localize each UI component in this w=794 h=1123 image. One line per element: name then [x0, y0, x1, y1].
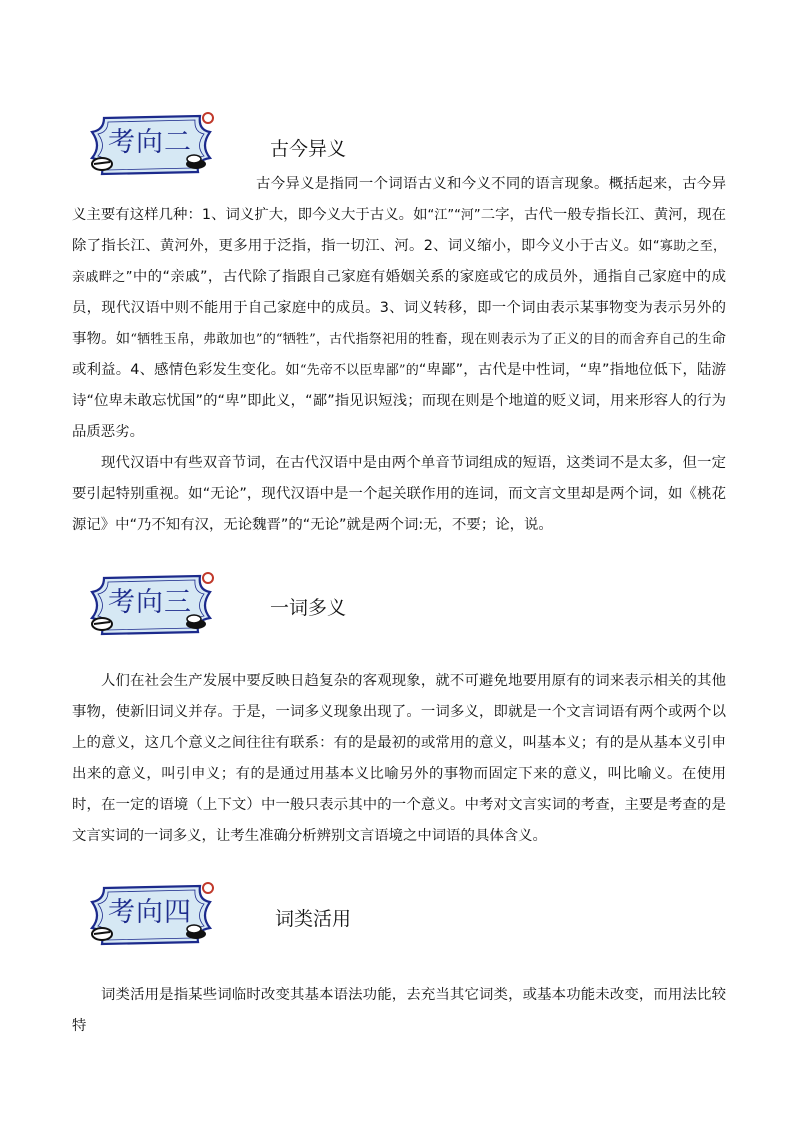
- paragraph: 现代汉语中有些双音节词，在古代汉语中是由两个单音节词组成的短语，这类词不是太多，但一定要引起特别重视。如“无论”，现代汉语中是一个起关联作用的连词，而文言文里却是两个词，如《桃花源记》中“乃不知有汉，无论魏晋”的“无论”就是两个词:无，不要；论，说。: [72, 455, 726, 533]
- section-badge-2: [82, 570, 222, 640]
- badge-label: 考向二: [108, 127, 192, 158]
- paragraph: 古今异义是指同一个词语古义和今义不同的语言现象。概括起来，古今异义主要有这样几种：1、词义扩大，即今义大于古义。如“江”“河”二字，古代一般专指长江、黄河，现在除了指长江、黄河外，更多用于泛指，指一切江、河。2、词义缩小，即今义小于古义。如“寡助之至，亲戚畔之”中的“亲戚”，古代除了指跟自己家庭有婚姻关系的家庭或它的成员外，通指自己家庭中的成员，现代汉语中则不能用于自己家庭中的成员。3、词义转移，即一个词由表示某事物变为表示另外的事物。如“牺牲玉帛，弗敢加也”的“牺牲”，古代指祭祀用的牲畜，现在则表示为了正义的目的而舍弃自己的生命或利益。4、感情色彩发生变化。如“先帝不以臣卑鄙”的“卑鄙”，古代是中性词，“卑”指地位低下，陆游诗“位卑未敢忘忧国”的“卑”即此义，“鄙”指见识短浅；而现在则是个地道的贬义词，用来形容人的行为品质恶劣。: [72, 176, 726, 440]
- paragraph: 词类活用是指某些词临时改变其基本语法功能，去充当其它词类，或基本功能未改变，而用法比较特: [72, 987, 726, 1034]
- badge-label: 考向三: [108, 587, 192, 618]
- paragraph: 人们在社会生产发展中要反映日趋复杂的客观现象，就不可避免地要用原有的词来表示相关的其他事物，使新旧词义并存。于是，一词多义现象出现了。一词多义，即就是一个文言词语有两个或两个以上的意义，这几个意义之间往往有联系：有的是最初的或常用的意义，叫基本义；有的是从基本义引申出来的意义，叫引申义；有的是通过用基本义比喻另外的事物而固定下来的意义，叫比喻义。在使用时，在一定的语境（上下文）中一般只表示其中的一个意义。中考对文言实词的考查，主要是考查的是文言实词的一词多义，让考生准确分析辨别文言语境之中词语的具体含义。: [72, 673, 726, 844]
- section-title: 词类活用: [275, 908, 352, 930]
- badge-label: 考向四: [108, 897, 192, 928]
- section-title: 古今异义: [270, 138, 347, 160]
- section-title: 一词多义: [270, 597, 347, 619]
- section-badge-3: [82, 880, 222, 950]
